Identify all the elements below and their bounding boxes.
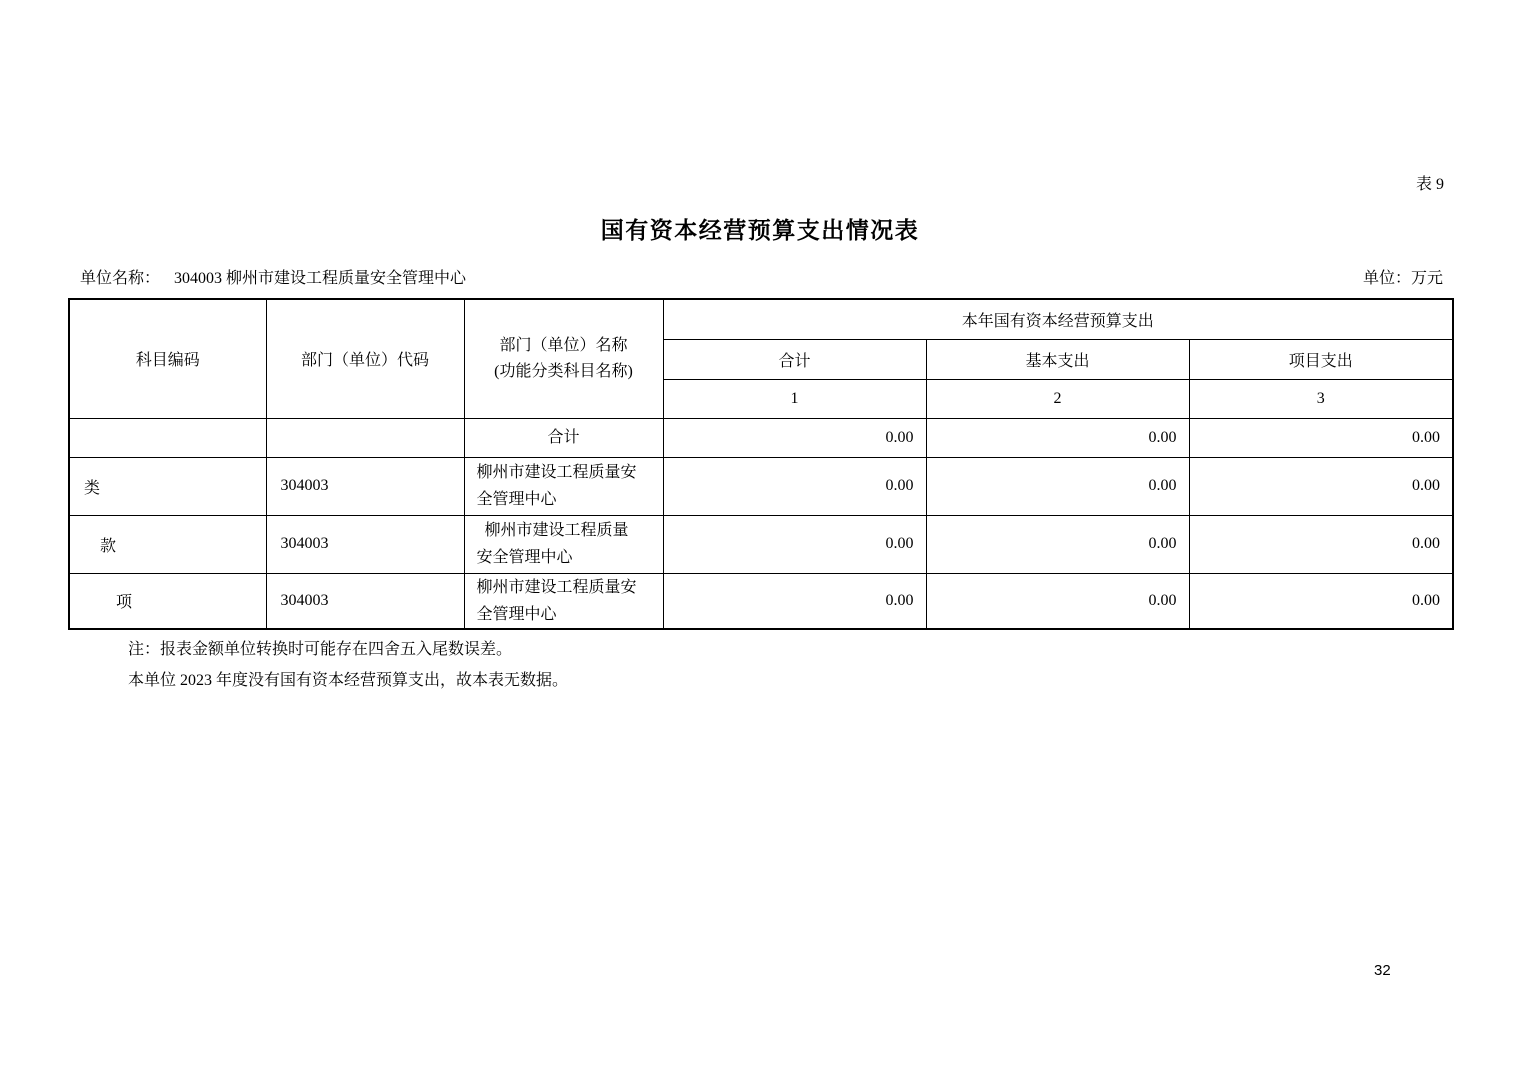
total-cell: 0.00 <box>663 418 926 457</box>
total-cell: 0.00 <box>663 515 926 573</box>
header-row-groups <box>69 299 1453 339</box>
header-dept-name-line1: 部门（单位）名称 <box>499 336 628 354</box>
column-number-1: 1 <box>663 379 926 418</box>
project-cell: 0.00 <box>1189 418 1453 457</box>
header-basic-expenditure: 基本支出 <box>926 339 1189 379</box>
header-dept-code: 部门（单位）代码 <box>266 299 464 418</box>
column-number-2: 2 <box>926 379 1189 418</box>
header-year-expenditure: 本年国有资本经营预算支出 <box>663 299 1453 339</box>
header-dept-name-line2: (功能分类科目名称) <box>494 362 633 380</box>
basic-cell: 0.00 <box>926 457 1189 515</box>
unit-name-value: 304003 柳州市建设工程质量安全管理中心 <box>174 270 467 287</box>
dept-name-cell: 柳州市建设工程质量安全管理中心 <box>464 515 663 573</box>
basic-cell: 0.00 <box>926 515 1189 573</box>
project-cell: 0.00 <box>1189 457 1453 515</box>
page-title: 国有资本经营预算支出情况表 <box>600 218 920 243</box>
budget-table <box>68 298 1454 630</box>
table-row <box>69 573 1453 629</box>
table-row <box>69 515 1453 573</box>
subject-code-cell: 类 <box>69 457 266 515</box>
dept-name-cell: 柳州市建设工程质量安全管理中心 <box>464 573 663 629</box>
header-dept-name <box>464 299 663 418</box>
header-subject-code: 科目编码 <box>69 299 266 418</box>
note-line-1: 注：报表金额单位转换时可能存在四舍五入尾数误差。 <box>128 641 513 658</box>
header-project-expenditure: 项目支出 <box>1189 339 1453 379</box>
basic-cell: 0.00 <box>926 418 1189 457</box>
dept-name-cell: 合计 <box>464 418 663 457</box>
table-body <box>69 418 1453 629</box>
project-cell: 0.00 <box>1189 515 1453 573</box>
subject-code-cell <box>69 418 266 457</box>
dept-code-cell: 304003 <box>266 457 464 515</box>
unit-name <box>80 265 466 288</box>
page-number: 32 <box>1374 962 1391 979</box>
dept-code-cell <box>266 418 464 457</box>
dept-name-cell: 柳州市建设工程质量安全管理中心 <box>464 457 663 515</box>
dept-code-cell: 304003 <box>266 515 464 573</box>
notes <box>128 634 568 696</box>
unit-name-label: 单位名称： <box>80 270 161 287</box>
table-row <box>69 457 1453 515</box>
column-number-3: 3 <box>1189 379 1453 418</box>
total-cell: 0.00 <box>663 573 926 629</box>
meta-row <box>80 265 1443 288</box>
subject-code-cell: 项 <box>69 573 266 629</box>
basic-cell: 0.00 <box>926 573 1189 629</box>
unit-label: 单位：万元 <box>1362 270 1443 287</box>
header-total: 合计 <box>663 339 926 379</box>
subject-code-cell: 款 <box>69 515 266 573</box>
project-cell: 0.00 <box>1189 573 1453 629</box>
note-line-2: 本单位 2023 年度没有国有资本经营预算支出，故本表无数据。 <box>128 672 569 689</box>
total-cell: 0.00 <box>663 457 926 515</box>
table-number: 表 9 <box>1415 176 1444 193</box>
table-row <box>69 418 1453 457</box>
dept-code-cell: 304003 <box>266 573 464 629</box>
